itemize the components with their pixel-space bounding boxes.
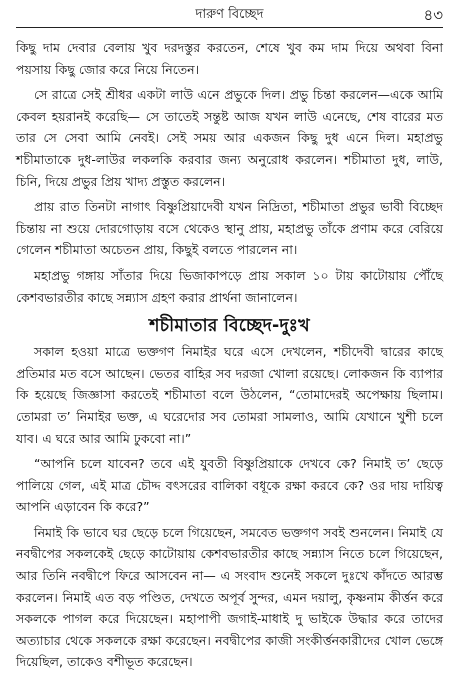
running-title: দারুণ বিচ্ছেদ: [195, 7, 264, 22]
body-text: [16, 37, 443, 673]
paragraph: সে রাত্রে সেই শ্রীধর একটা লাউ এনে প্রভুকে দিল। প্রভু চিন্তা করলেন—একে আমি কেবল হয়রানই করেছি— সে তাতেই সন্তুষ্ট আজ যখন লাউ এনেছে, শেষ বারের মত তার সে সেবা আমি নেবই। সেই সময় আর একজন কিছু দুধ এনে দিল। মহাপ্রভু শচীমাতাকে দুধ-লাউর লকলকি করবার জন্য অনুরোধ করলেন। শচীমাতা দুধ, লাউ, চিনি, দিয়ে প্রভুর প্রিয় খাদ্য প্রস্তুত করলেন।: [16, 87, 443, 189]
section-heading: শচীমাতার বিচ্ছেদ-দুঃখ: [149, 316, 310, 337]
paragraph: সকাল হওয়া মাত্রে ভক্তগণ নিমাইর ঘরে এসে দেখলেন, শচীদেবী দ্বারের কাছে প্রতিমার মত বসে আছেন। ভেতর বাহির সব দরজা খোলা রয়েছে। লোকজন কি ব্যাপার কি হয়েছে জিজ্ঞাসা করতেই শচীমাতা বলে উঠলেন, “তোমাদেরই অপেক্ষায় ছিলাম। তোমরা ত’ নিমাইর ভক্ত, এ ঘরেদোর সব তোমরা সামলাও, আমি যেখানে খুশী চলে যাব। এ ঘরে আর আমি ঢুকবো না।”: [16, 344, 443, 446]
page-number: ৪৩: [423, 6, 443, 24]
page-header: [16, 0, 443, 30]
paragraph: প্রায় রাত তিনটা নাগাৎ বিষ্ণুপ্রিয়াদেবী যখন নিদ্রিতা, শচীমাতা প্রভুর ভাবী বিচ্ছেদ চিন্তায় না শুয়ে দোরগোড়ায় বসে থেকেও স্থানু প্রায়, মহাপ্রভু তাঁকে প্রণাম করে বেরিয়ে গেলেন শচীমাতা অচেতন প্রায়, কিছুই বলতে পারলেন না।: [16, 199, 443, 258]
paragraph: কিছু দাম দেবার বেলায় খুব দরদস্তুর করতেন, শেষে খুব কম দাম দিয়ে অথবা বিনা পয়সায় কিছু জোর করে নিয়ে নিতেন।: [16, 40, 443, 77]
paragraph: নিমাই কি ভাবে ঘর ছেড়ে চলে গিয়েছেন, সমবেত ভক্তগণ সবই শুনলেন। নিমাই যে নবদ্বীপের সকলকেই ছেড়ে কাটোয়ায় কেশবভারতীর কাছে সন্ন্যাস নিতে চলে গিয়েছেন, আর তিনি নবদ্বীপে ফিরে আসবেন না— এ সংবাদ শুনেই সকলে দুঃখে কাঁদতে আরম্ভ করলেন। নিমাই এত বড় পণ্ডিত, দেখতে অপূর্ব সুন্দর, এমন দয়ালু, কৃষ্ণনাম কীর্ত্তন করে সকলকে পাগল করে দিয়েছেন। মহাপাপী জগাই-মাধাই দু ভাইকে উদ্ধার করে তাদের অত্যাচার থেকে সকলকে রক্ষা করেছেন। নবদ্বীপের কাজী সংকীর্ত্তনকারীদের খোল ভেঙ্গে দিয়েছিল, তাকেও বশীভূত করেছেন।: [16, 524, 443, 670]
header-rule: [16, 27, 443, 28]
paragraph: “আপনি চলে যাবেন? তবে এই যুবতী বিষ্ণুপ্রিয়াকে দেখবে কে? নিমাই ত’ ছেড়ে পালিয়ে গেল, এই মাত্র চৌদ্দ বৎসরের বালিকা বধূকে রক্ষা করবে কে? ওর দায় দায়িত্ব আপনি এড়াবেন কি করে?”: [16, 456, 443, 515]
paragraph: মহাপ্রভু গঙ্গায় সাঁতার দিয়ে ভিজাকাপড়ে প্রায় সকাল ১০ টায় কাটোয়ায় পৌঁছে কেশবভারতীর কাছে সন্ন্যাস গ্রহণ করার প্রার্থনা জানালেন।: [16, 267, 443, 305]
